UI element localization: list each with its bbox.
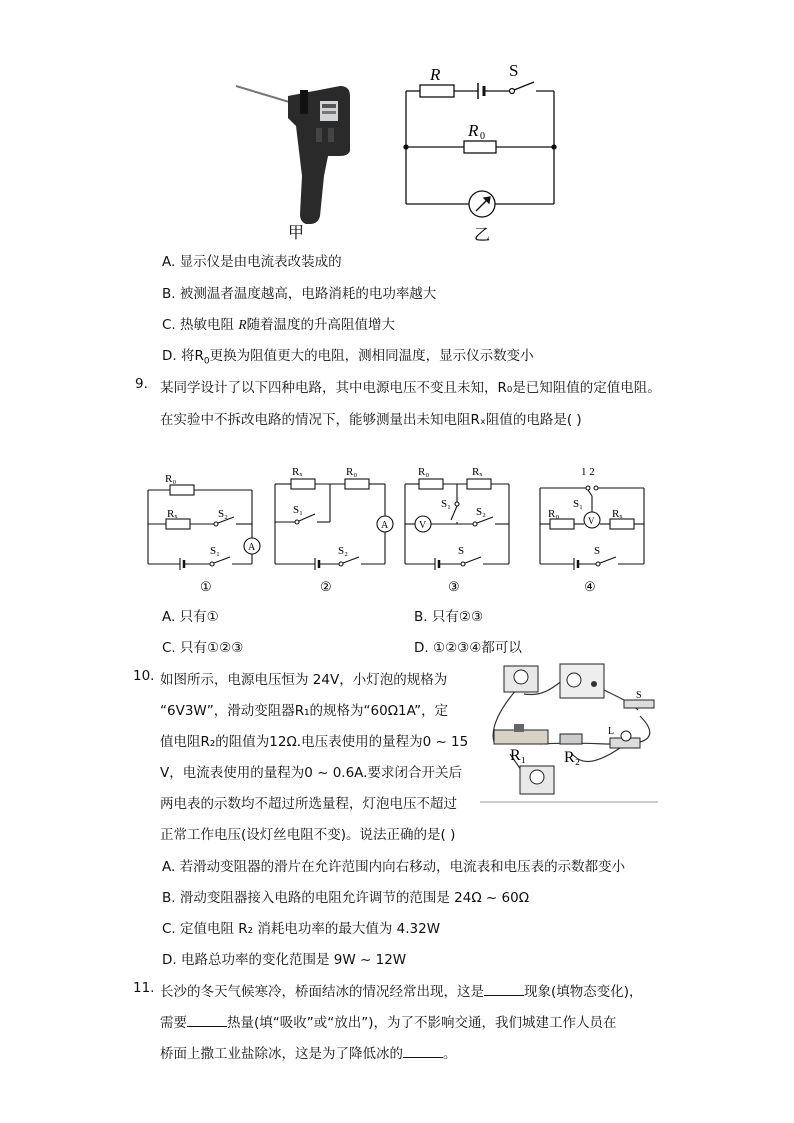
top-figure	[228, 56, 558, 246]
c3-v-label: V	[419, 520, 427, 531]
q11-blank-1[interactable]	[484, 983, 524, 996]
thermometer-and-circuit-figure	[228, 56, 558, 246]
q10-option-c[interactable]: C. 定值电阻 R₂ 消耗电功率的最大值为 4.32W	[162, 921, 441, 937]
photo-l-label: L	[608, 726, 615, 737]
c4-s1-label: S₁	[573, 498, 583, 510]
switch-s	[514, 82, 534, 90]
q10-option-a[interactable]: A. 若滑动变阻器的滑片在允许范围内向右移动，电流表和电压表的示数都变小	[162, 859, 626, 875]
q11-blank-2[interactable]	[187, 1014, 227, 1027]
c1-number: ①	[200, 579, 212, 594]
c2-s2-label: S₂	[338, 545, 348, 557]
q10-stem-line5: 两电表的示数均不超过所选量程，灯泡电压不超过	[160, 796, 457, 812]
q10-number: 10.	[133, 668, 155, 684]
c1-rx-label: Rₓ	[167, 508, 178, 520]
c2-r0-label: R₀	[346, 466, 358, 478]
q8-option-b[interactable]: B. 被测温者温度越高，电路消耗的电功率越大	[162, 286, 437, 302]
r-label: R	[430, 65, 441, 84]
c1-r0-label: R₀	[165, 473, 177, 485]
q9-circuits-svg	[140, 462, 660, 597]
q10-apparatus-photo	[480, 658, 660, 804]
q9-stem-line1: 某同学设计了以下四种电路，其中电源电压不变且未知，R₀是已知阻值的定值电阻。	[160, 380, 661, 396]
c4-number: ④	[584, 579, 596, 594]
c4-sw12-label: 1 2	[581, 466, 595, 478]
q8-option-a[interactable]: A. 显示仪是由电流表改装成的	[162, 254, 342, 270]
c4-rx-label: Rₓ	[612, 508, 623, 520]
q9-option-c[interactable]: C. 只有①②③	[162, 640, 244, 656]
q11-number: 11.	[133, 980, 155, 996]
q9-option-a[interactable]: A. 只有①	[162, 609, 219, 625]
q8-option-d[interactable]	[162, 344, 534, 367]
resistor-r	[420, 85, 454, 97]
c1-a-label: A	[248, 542, 256, 553]
q8-option-d-post: 更换为阻值更大的电阻，测相同温度，显示仪示数变小	[209, 348, 534, 364]
c2-s1-label: S₁	[293, 504, 303, 516]
q10-option-b[interactable]: B. 滑动变阻器接入电路的电阻允许调节的范围是 24Ω ~ 60Ω	[162, 890, 530, 906]
photo-r1-label: R₁	[510, 747, 527, 764]
display-meter-icon	[469, 191, 495, 217]
photo-r2-label: R₂	[564, 749, 581, 766]
q8-option-c-pre: C. 热敏电阻	[162, 317, 239, 333]
q11-line1-a: 长沙的冬天气候寒冷，桥面结冰的情况经常出现，这是	[160, 984, 484, 1000]
yi-label: 乙	[474, 227, 491, 244]
c3-s-label: S	[458, 545, 465, 557]
circuit-yi	[404, 82, 556, 217]
infrared-thermometer-image	[236, 86, 350, 224]
c2-a-label: A	[381, 520, 389, 531]
circuit-4	[540, 486, 644, 570]
c4-r0-label: R₀	[548, 508, 560, 520]
q8-option-d-pre: D. 将R	[162, 348, 204, 364]
c1-s2-label: S₂	[218, 508, 228, 520]
q11-line3	[160, 1042, 457, 1062]
resistor-r0	[464, 141, 496, 153]
r0-label: R	[468, 121, 479, 140]
c2-rx-label: Rₓ	[292, 466, 303, 478]
c3-s2-label: S₂	[476, 506, 486, 518]
c4-v-label: V	[588, 516, 595, 526]
q11-line2-a: 需要	[160, 1015, 187, 1031]
q8-option-d-sub: 0	[203, 356, 210, 367]
jia-label: 甲	[288, 225, 305, 242]
q9-stem-line2: 在实验中不拆改电路的情况下，能够测量出未知电阻Rₓ阻值的电路是( )	[160, 412, 582, 428]
q9-circuits-figure	[140, 462, 660, 597]
c1-s1-label: S₁	[210, 545, 220, 557]
q10-stem-line6: 正常工作电压(设灯丝电阻不变)。说法正确的是( )	[160, 827, 456, 843]
q10-stem-line3: 值电阻R₂的阻值为12Ω.电压表使用的量程为0 ~ 15	[160, 734, 469, 750]
rheostat-r1-icon	[494, 730, 548, 744]
circuit-1	[148, 485, 260, 570]
circuit-2	[275, 479, 393, 570]
q11-line2	[160, 1011, 617, 1031]
c3-s1-label: S₁	[441, 498, 451, 510]
c3-number: ③	[448, 579, 460, 594]
q11-line1	[160, 980, 643, 1000]
s-label: S	[509, 61, 519, 80]
q10-stem-line4: V，电流表使用的量程为0 ~ 0.6A.要求闭合开关后	[160, 765, 462, 781]
q10-apparatus-svg	[480, 658, 660, 804]
c4-s-label: S	[594, 545, 601, 557]
q8-option-c-post: 随着温度的升高阻值增大	[246, 317, 396, 333]
q10-stem-line1: 如图所示，电源电压恒为 24V，小灯泡的规格为	[160, 672, 448, 688]
q9-option-d[interactable]: D. ①②③④都可以	[414, 640, 522, 656]
q11-blank-3[interactable]	[403, 1045, 443, 1058]
q11-line3-a: 桥面上撒工业盐除冰，这是为了降低冰的	[160, 1046, 403, 1062]
q8-option-c[interactable]	[162, 313, 395, 333]
photo-s-label: S	[636, 690, 642, 701]
q10-option-d[interactable]: D. 电路总功率的变化范围是 9W ~ 12W	[162, 952, 407, 968]
q10-stem-line2: “6V3W”，滑动变阻器R₁的规格为“60Ω1A”，定	[160, 703, 449, 719]
q11-line1-b: 现象(填物态变化)，	[524, 984, 643, 1000]
q11-line2-b: 热量(填“吸收”或“放出”)，为了不影响交通，我们城建工作人员在	[227, 1015, 617, 1031]
c3-rx-label: Rₓ	[472, 466, 483, 478]
q8-option-c-var: R	[238, 317, 247, 332]
q11-line3-b: 。	[443, 1046, 457, 1062]
q9-option-b[interactable]: B. 只有②③	[414, 609, 484, 625]
q9-number: 9.	[135, 376, 148, 392]
c3-r0-label: R₀	[418, 466, 430, 478]
switch-icon	[624, 700, 654, 708]
c2-number: ②	[320, 579, 332, 594]
r0-sub: 0	[480, 131, 485, 142]
resistor-r2-icon	[560, 734, 582, 744]
